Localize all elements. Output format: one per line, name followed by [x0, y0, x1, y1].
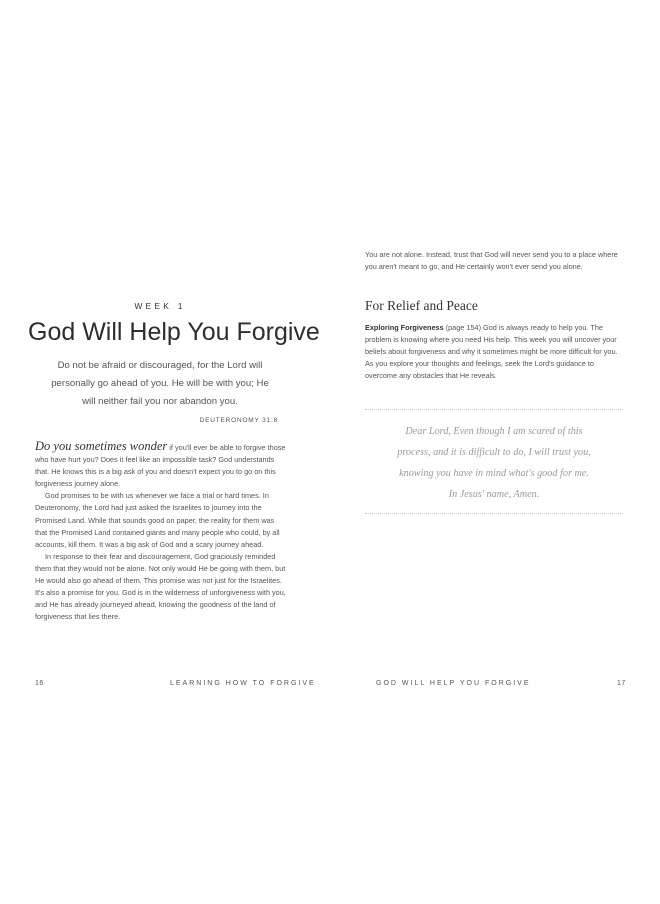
verse-line: will neither fail you nor abandon you.	[82, 396, 238, 407]
prayer	[365, 421, 623, 505]
section-heading: For Relief and Peace	[365, 298, 478, 313]
running-head: LEARNING HOW TO FORGIVE	[170, 680, 316, 687]
exploring-paragraph	[365, 322, 627, 382]
running-head: GOD WILL HELP YOU FORGIVE	[376, 680, 531, 687]
page-number: 16	[35, 680, 44, 687]
paragraph-text: if you'll ever be able to forgive those who have hurt you? Does it feel like an impossible task? God understands that. He knows this is a big ask of you and doesn't expect you to go on this forgiveness journey alone.	[35, 443, 286, 489]
prayer-line: In Jesus' name, Amen.	[448, 489, 540, 500]
verse-reference: DEUTERONOMY 31:8	[199, 417, 278, 424]
prayer-line: Dear Lord, Even though I am scared of this	[405, 426, 583, 437]
prayer-line: process, and it is difficult to do, I will trust you,	[397, 447, 591, 458]
body-text	[35, 440, 287, 623]
exploring-text: God is always ready to help you. The problem is knowing where you need His help. This week you will uncover your beliefs about forgiveness and why it sometimes might be more difficult for you. As you explore your thoughts and feelings, seek the Lord's guidance to overcome any obstacles that He reveals.	[365, 323, 618, 381]
exploring-label: Exploring Forgiveness	[365, 323, 444, 332]
dotted-divider	[365, 513, 623, 514]
prayer-line: knowing you have in mind what's good for me.	[399, 468, 589, 479]
scripture-verse	[45, 357, 275, 411]
verse-line: Do not be afraid or discouraged, for the Lord will	[57, 360, 263, 371]
dotted-divider	[365, 409, 623, 410]
continuation-paragraph: You are not alone. Instead, trust that God will never send you to a place where you aren't meant to go, and He certainly won't ever send you alone.	[365, 250, 618, 272]
lead-phrase: Do you sometimes wonder	[35, 439, 168, 453]
week-label: WEEK 1	[134, 301, 186, 311]
page-number: 17	[617, 680, 626, 687]
paragraph: God promises to be with us whenever we face a trial or hard times. In Deuteronomy, the Lord had just asked the Israelites to journey into the Promised Land. While that sounds good on paper, the reality for them was that the Promised Land contained giants and many people who could, by all accounts, kill them. It was a big ask of God and a scary journey ahead.	[35, 491, 280, 549]
verse-line: personally go ahead of you. He will be with you; He	[51, 378, 269, 389]
paragraph: In response to their fear and discouragement, God graciously reminded them that they would not be alone. Not only would He be going with them, but He would also go ahead of them. This promise was not just for the Israelites. It's also a promise for you. God is in the wilderness of unforgiveness with you, and He has already journeyed ahead, knowing the goodness of the land of forgiveness that lies there.	[35, 551, 286, 622]
paragraph	[35, 440, 287, 490]
exploring-page-ref: (page 154)	[443, 323, 481, 332]
chapter-title: God Will Help You Forgive	[28, 318, 320, 346]
